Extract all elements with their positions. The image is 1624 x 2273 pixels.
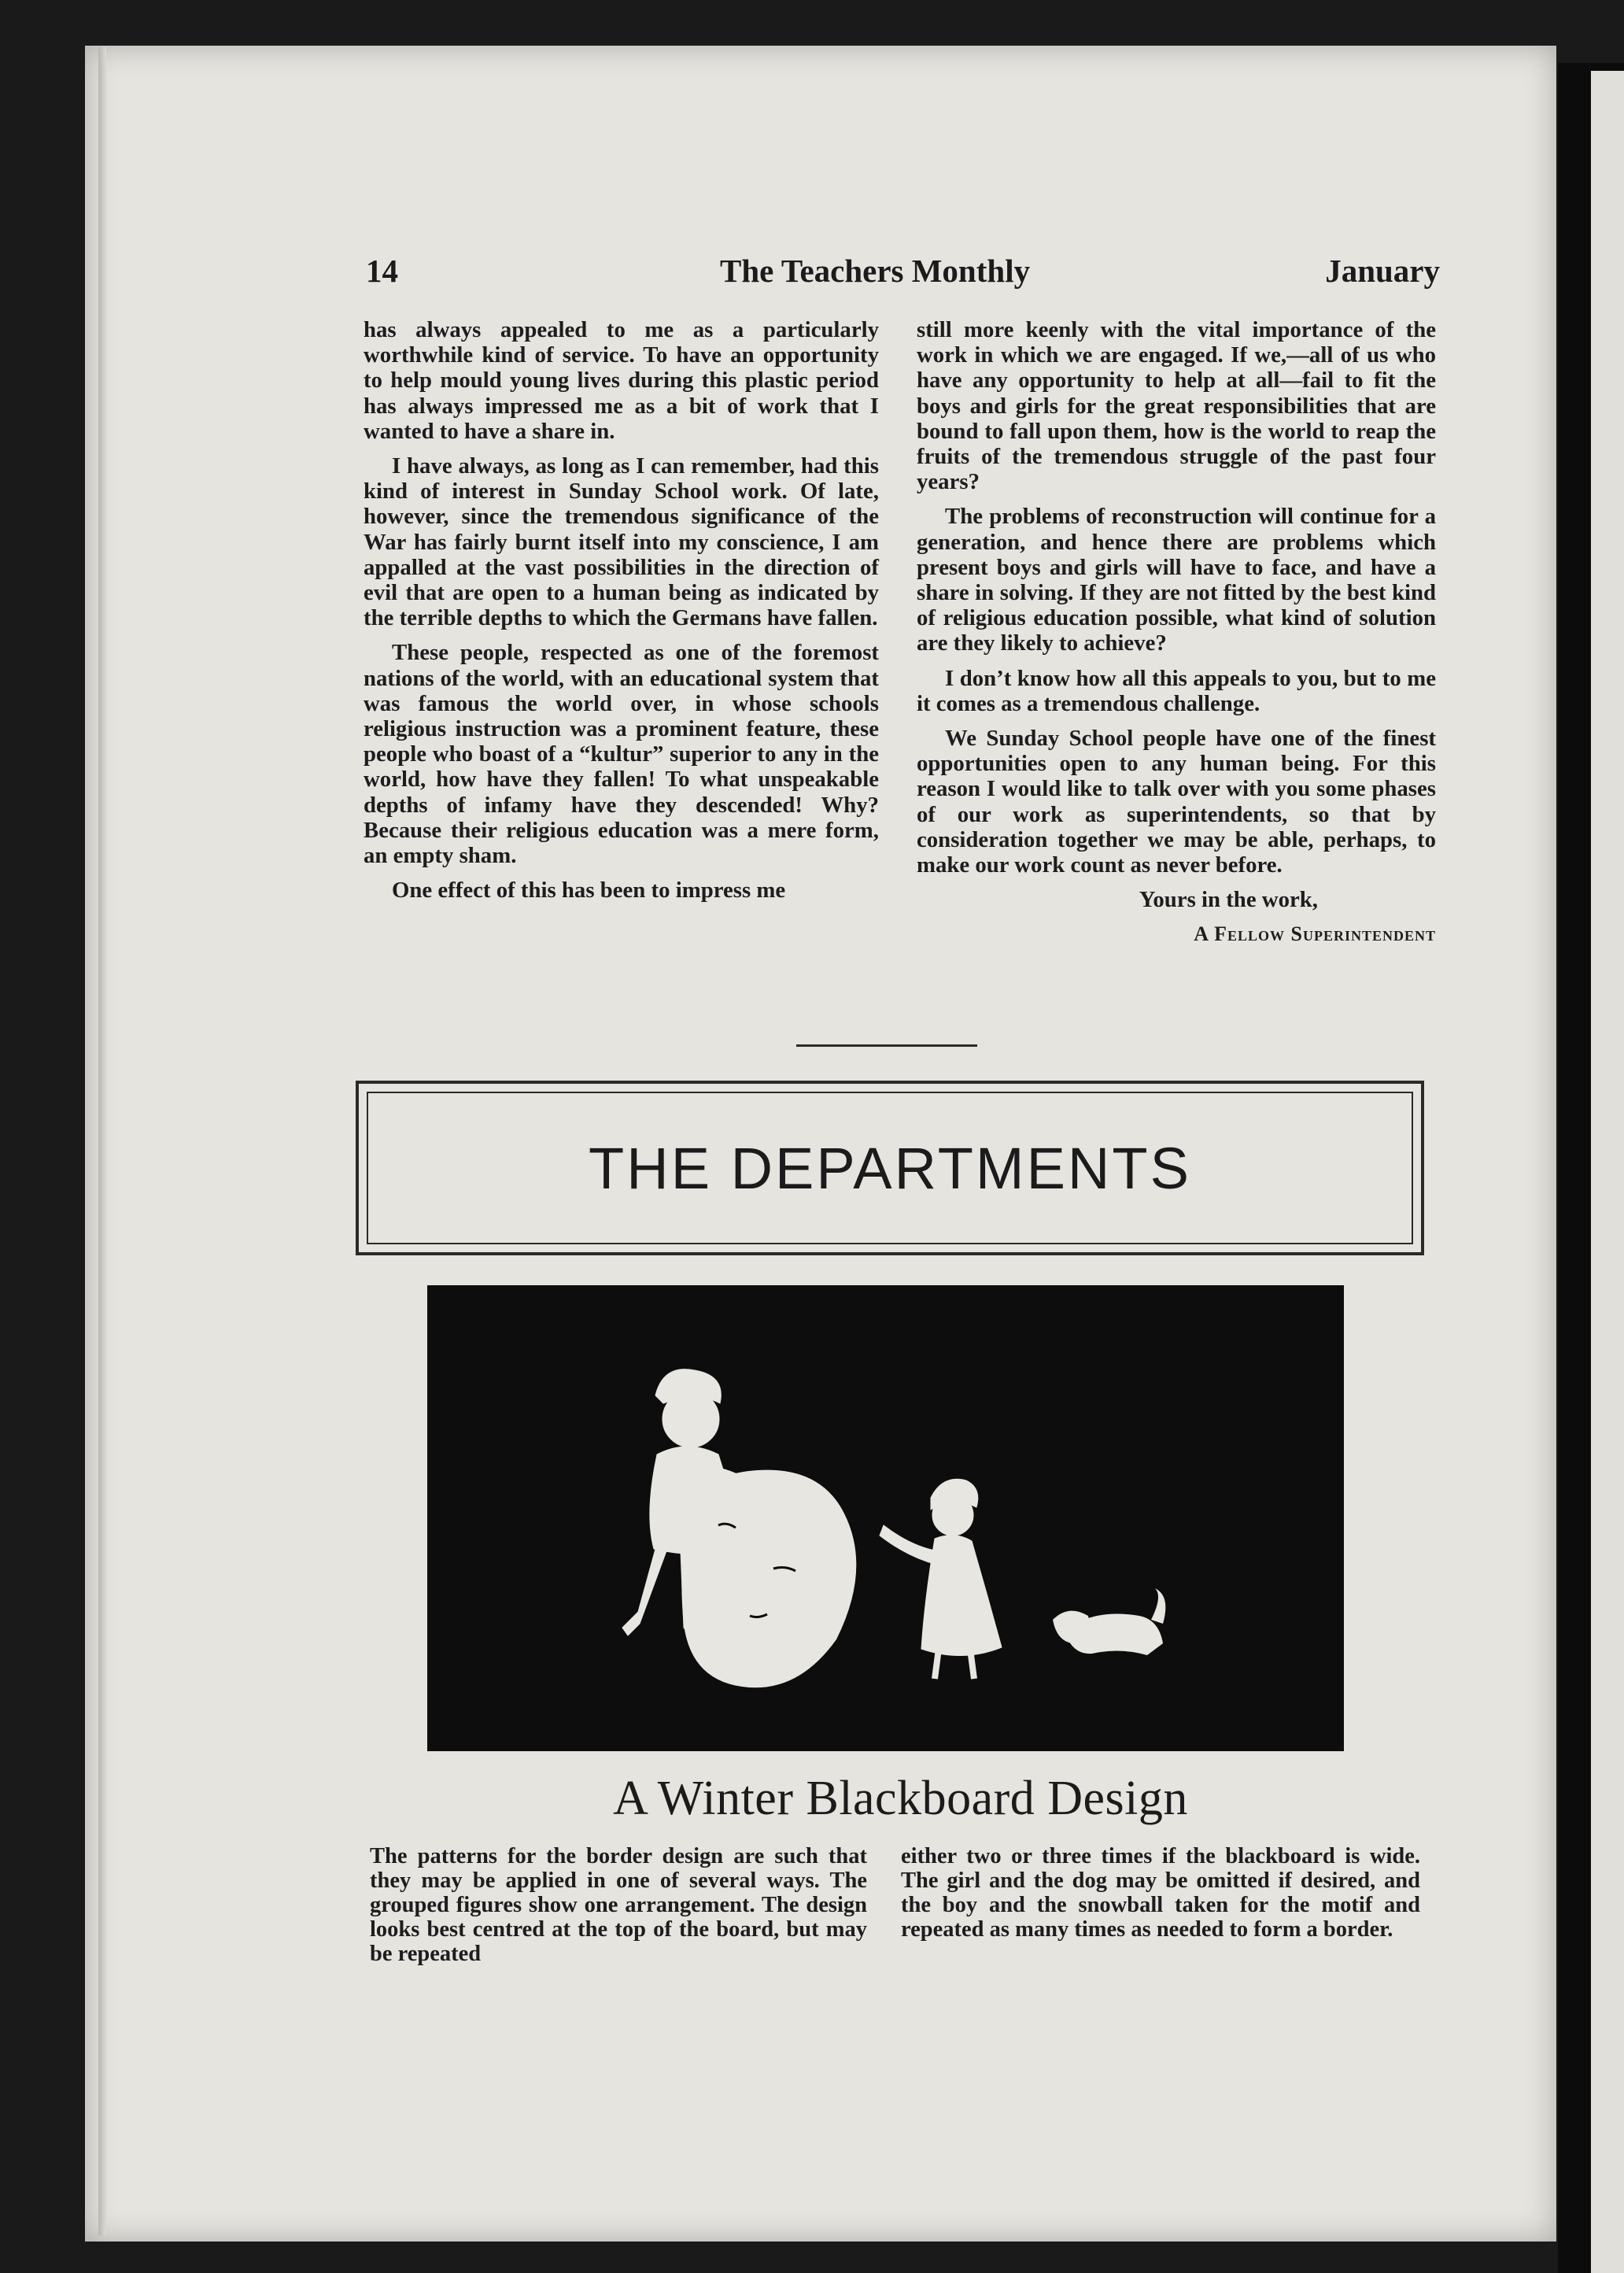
paragraph: One effect of this has been to impress me <box>392 878 786 904</box>
boy-head <box>663 1391 719 1447</box>
letter-left-column <box>364 317 879 912</box>
section-divider <box>796 1044 977 1047</box>
salutation: Yours in the work, <box>1139 887 1318 913</box>
paragraph: has always appealed to me as a particularly worthwhile kind of service. To have an opportunity to help mould young lives during this plastic period has always impressed me as a bit of work that I wanted to have a share in. <box>364 317 879 444</box>
article-right-column <box>901 1844 1420 1942</box>
article-heading: A Winter Blackboard Design <box>613 1772 1188 1825</box>
issue-month: January <box>1325 253 1440 289</box>
paragraph: We Sunday School people have one of the finest opportunities open to any human being. For this reason I would like to talk over with you some phases of our work as superintendents, so that by consideration together we may be able, perhaps, to make our work count as never before. <box>917 726 1436 878</box>
paragraph: The problems of reconstruction will continue for a generation, and hence there are problems which present boys and girls will have to face, and have a share in solving. If they are not fitted by the best kind of religious education possible, what kind of solution are they likely to achieve? <box>917 504 1436 656</box>
paragraph: either two or three times if the blackboard is wide. The girl and the dog may be omitted if desired, and the boy and the snowball taken for the motif and repeated as many times as needed to form a border. <box>901 1844 1420 1942</box>
paragraph: I don’t know how all this appeals to you, but to me it comes as a tremendous challenge. <box>917 665 1436 716</box>
paragraph: still more keenly with the vital importance of the work in which we are engaged. If we,—all of us who have any opportunity to help at all—fail to fit the boys and girls for the great responsibilities that are bound to fall upon them, how is the world to reap the fruits of the tremendous struggle of the past four years? <box>917 317 1436 495</box>
letter-right-column <box>917 317 1436 957</box>
paragraph: These people, respected as one of the foremost nations of the world, with an educational system that was famous the world over, in whose schools religious instruction was a prominent feature, these people who boast of a “kultur” superior to any in the world, how have they fallen! To what unspeakable depths of infamy have they descended! Why? Because their religious education was a mere form, an empty sham. <box>364 640 879 869</box>
girl-head <box>932 1495 973 1536</box>
blackboard-background <box>427 1285 1344 1751</box>
paragraph: The patterns for the border design are such that they may be applied in one of several ways. The grouped figures show one arrangement. The design looks best centred at the top of the board, but may be repeated <box>370 1844 867 1966</box>
departments-banner <box>356 1081 1424 1255</box>
departments-title: THE DEPARTMENTS <box>589 1135 1191 1201</box>
page-number: 14 <box>366 253 398 289</box>
article-left-column <box>370 1844 867 1966</box>
publication-title: The Teachers Monthly <box>720 253 1031 289</box>
running-head <box>366 252 1440 296</box>
paragraph: I have always, as long as I can remember, had this kind of interest in Sunday School work. Of late, however, since the tremendous significance of the War has fairly burnt itself into my conscience, I am appalled at the vast possibilities in the direction of evil that are open to a human being as indicated by the terrible depths to which the Germans have fallen. <box>364 453 879 631</box>
next-page-edge <box>1591 71 1624 2273</box>
departments-banner-inner <box>367 1092 1413 1244</box>
blackboard-illustration <box>427 1285 1344 1751</box>
signature: A Fellow Superintendent <box>1194 922 1436 946</box>
page-fold-shadow <box>98 47 106 2235</box>
